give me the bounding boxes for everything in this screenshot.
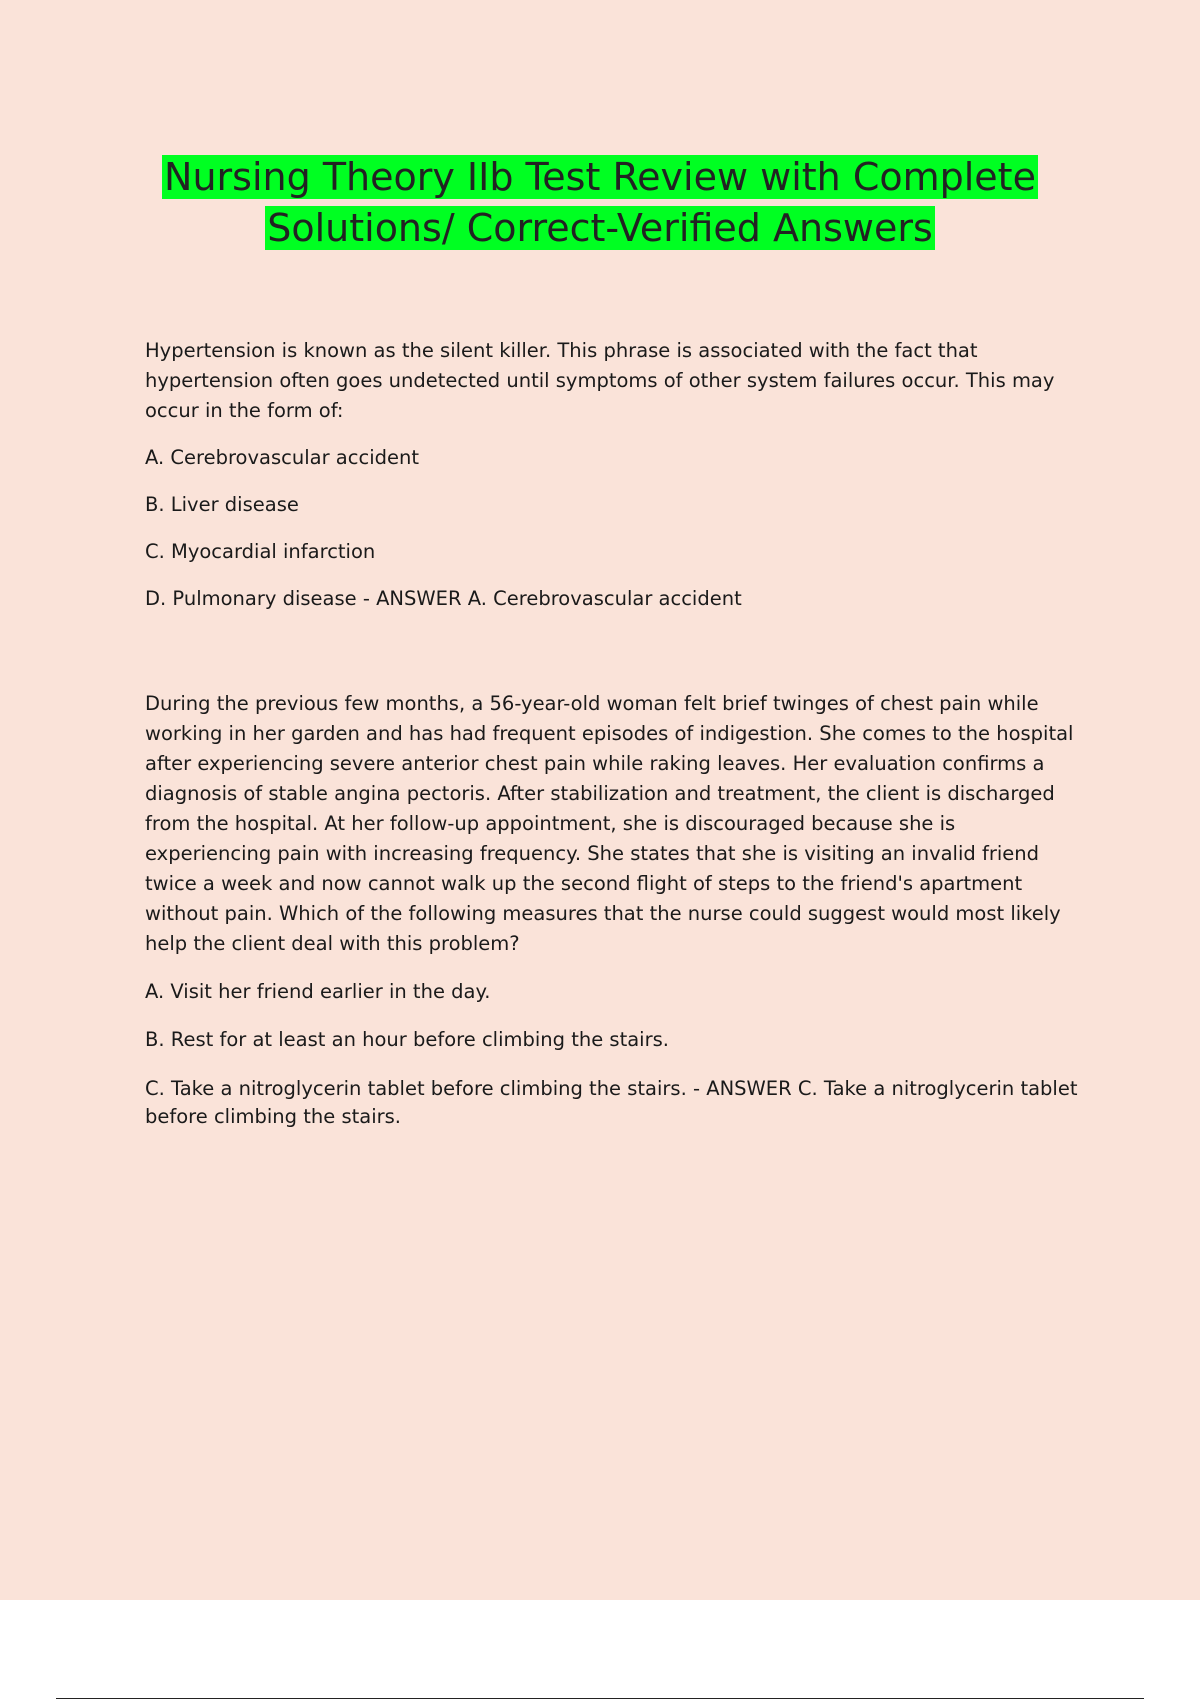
question-2-option-c-answer: C. Take a nitroglycerin tablet before climbing the stairs. - ANSWER C. Take a nitroglycerin tablet before climbing the stairs. bbox=[145, 1077, 1078, 1128]
question-1-option-b: B. Liver disease bbox=[145, 493, 299, 516]
document-title bbox=[0, 152, 1200, 254]
question-1-option-a: A. Cerebrovascular accident bbox=[145, 446, 419, 469]
page-footer-area bbox=[0, 1600, 1200, 1700]
question-2-stem: During the previous few months, a 56-year-old woman felt brief twinges of chest pain while working in her garden and has had frequent episodes of indigestion. She comes to the hospital after experiencing severe anterior chest pain while raking leaves. Her evaluation confirms a diagnosis of stable angina pectoris. After stabilization and treatment, the client is discharged from the hospital. At her follow-up appointment, she is discouraged because she is experiencing pain with increasing frequency. She states that she is visiting an invalid friend twice a week and now cannot walk up the second flight of steps to the friend's apartment without pain. Which of the following measures that the nurse could suggest would most likely help the client deal with this problem? bbox=[145, 692, 1074, 955]
question-1-option-c: C. Myocardial infarction bbox=[145, 540, 376, 563]
question-1 bbox=[145, 336, 1080, 614]
footer-divider bbox=[56, 1698, 1144, 1699]
title-line-2: Solutions/ Correct-Verified Answers bbox=[267, 206, 933, 250]
question-2-option-b: B. Rest for at least an hour before climbing the stairs. bbox=[145, 1028, 669, 1051]
question-2-option-a: A. Visit her friend earlier in the day. bbox=[145, 980, 491, 1003]
title-line-1: Nursing Theory IIb Test Review with Complete bbox=[164, 155, 1036, 199]
question-1-stem: Hypertension is known as the silent killer. This phrase is associated with the fact that hypertension often goes undetected until symptoms of other system failures occur. This may occur in the form of: bbox=[145, 339, 1055, 422]
question-1-option-d-answer: D. Pulmonary disease - ANSWER A. Cerebrovascular accident bbox=[145, 587, 742, 610]
question-2 bbox=[145, 689, 1080, 1131]
